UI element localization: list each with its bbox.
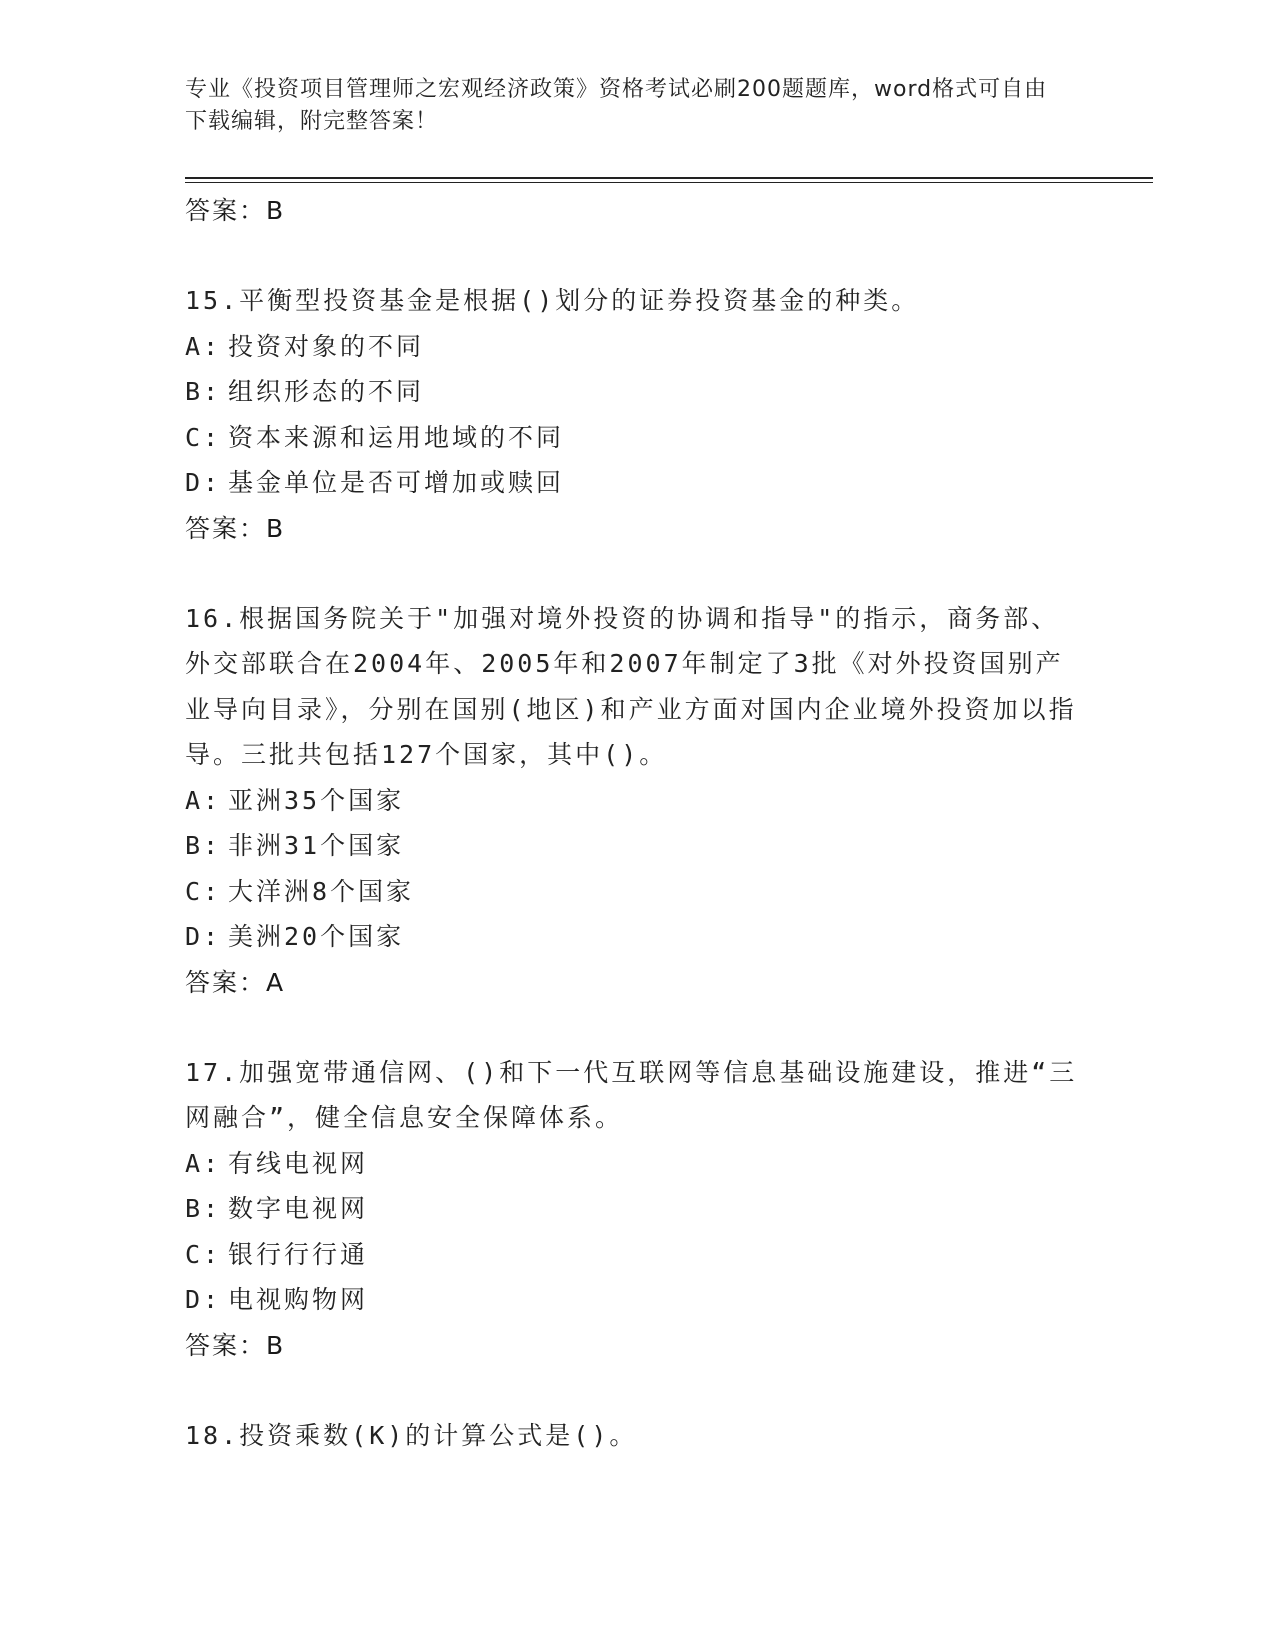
option-d (185, 460, 1085, 506)
option-c (185, 869, 1085, 915)
option-text: 大洋洲8个国家 (228, 876, 415, 906)
option-d (185, 1277, 1085, 1323)
question-15 (185, 278, 1085, 552)
document-header: 专业《投资项目管理师之宏观经济政策》资格考试必刷200题题库，word格式可自由下载编辑，附完整答案！ (185, 77, 1048, 134)
option-text: 基金单位是否可增加或赎回 (228, 468, 565, 497)
option-key: B: (185, 831, 222, 860)
option-key: C: (185, 422, 222, 452)
answer-line: 答案：B (185, 513, 286, 543)
spacer (185, 1006, 1085, 1050)
answer-line: 答案：B (185, 1330, 286, 1360)
option-a (185, 778, 1085, 824)
option-text: 非洲31个国家 (228, 831, 405, 860)
option-text: 资本来源和运用地域的不同 (228, 422, 565, 452)
option-key: B: (185, 377, 222, 406)
option-b (185, 1186, 1085, 1232)
question-stem: 17.加强宽带通信网、()和下一代互联网等信息基础设施建设，推进“三网融合”，健全信息安全保障体系。 (185, 1057, 1078, 1132)
option-text: 组织形态的不同 (228, 377, 425, 406)
question-list (185, 188, 1085, 1458)
option-a (185, 1141, 1085, 1187)
spacer (185, 234, 1085, 278)
question-17 (185, 1050, 1085, 1369)
option-c (185, 1232, 1085, 1278)
option-d (185, 914, 1085, 960)
option-key: B: (185, 1194, 222, 1223)
question-18 (185, 1413, 1085, 1459)
option-text: 电视购物网 (228, 1285, 369, 1314)
option-key: A: (185, 331, 222, 361)
option-text: 银行行行通 (228, 1239, 369, 1269)
question-stem: 18.投资乘数(K)的计算公式是()。 (185, 1420, 638, 1450)
answer-line: 答案：B (185, 196, 286, 225)
option-text: 美洲20个国家 (228, 922, 405, 951)
option-key: A: (185, 1148, 222, 1178)
spacer (185, 552, 1085, 596)
option-key: C: (185, 876, 222, 906)
question-stem: 16.根据国务院关于"加强对境外投资的协调和指导"的指示，商务部、外交部联合在2004年、2005年和2007年制定了3批《对外投资国别产业导向目录》，分别在国别(地区)和产业方面对国内企业境外投资加以指导。三批共包括127个国家，其中()。 (185, 603, 1077, 769)
option-key: A: (185, 785, 222, 815)
option-text: 投资对象的不同 (228, 331, 425, 361)
option-c (185, 415, 1085, 461)
question-stem: 15.平衡型投资基金是根据()划分的证券投资基金的种类。 (185, 286, 920, 315)
option-a (185, 324, 1085, 370)
option-key: D: (185, 468, 222, 497)
option-text: 亚洲35个国家 (228, 785, 405, 815)
option-text: 数字电视网 (228, 1194, 369, 1223)
option-b (185, 823, 1085, 869)
option-key: D: (185, 922, 222, 951)
option-key: C: (185, 1239, 222, 1269)
header-divider-thin (185, 182, 1153, 183)
question-16 (185, 596, 1085, 1006)
spacer (185, 1369, 1085, 1413)
option-key: D: (185, 1285, 222, 1314)
option-text: 有线电视网 (228, 1148, 369, 1178)
option-b (185, 369, 1085, 415)
header-divider-thick (185, 177, 1153, 179)
answer-line: 答案：A (185, 967, 286, 997)
